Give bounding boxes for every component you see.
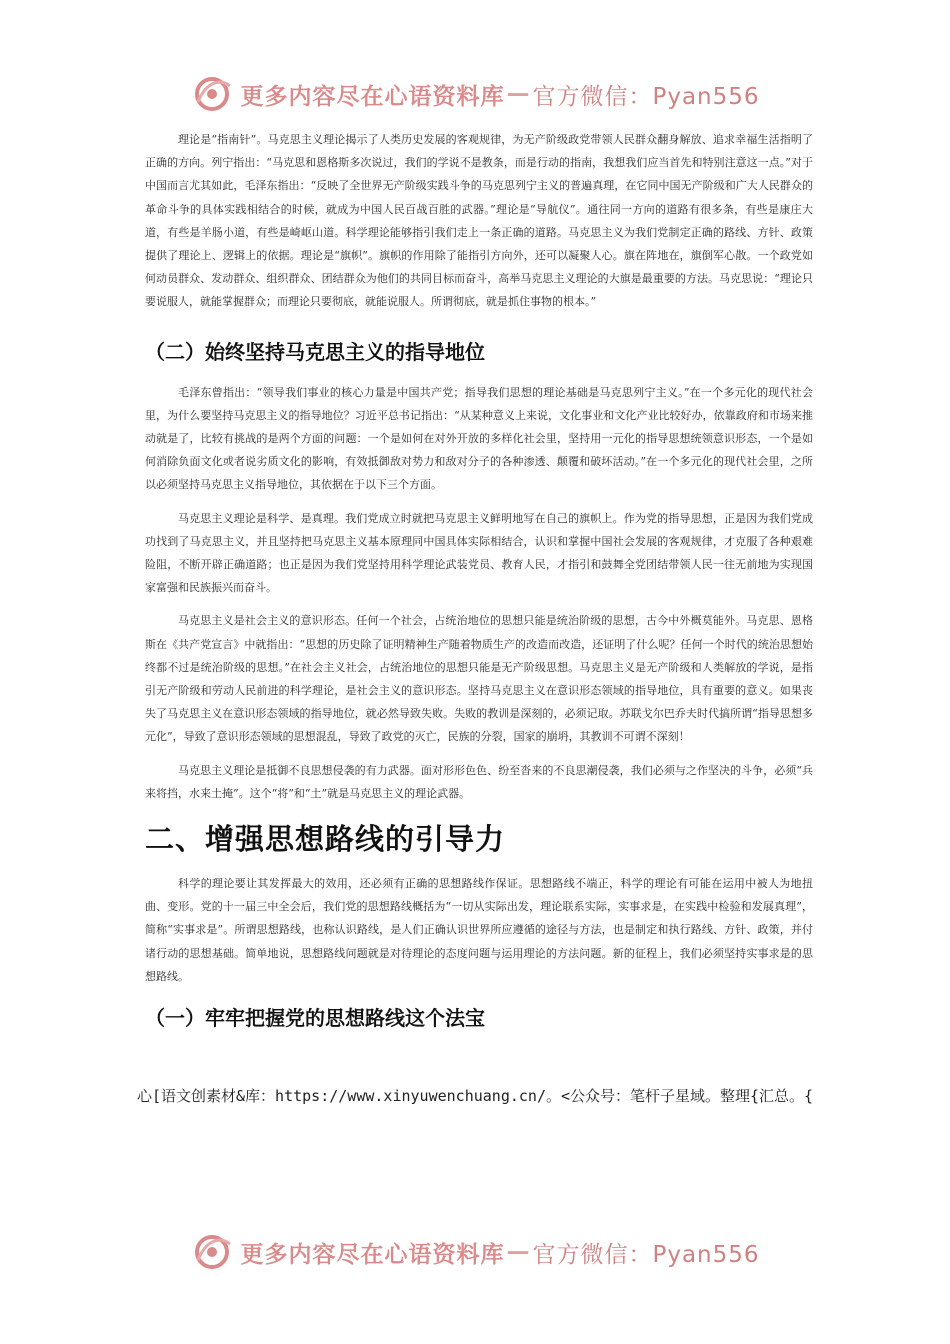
paragraph: 毛泽东曾指出：“领导我们事业的核心力量是中国共产党；指导我们思想的理论基础是马克思列宁主义。”在一个多元化的现代社会里，为什么要坚持马克思主义的指导地位？习近平总书记指出：“从某种意义上来说，文化事业和文化产业比较好办，依靠政府和市场来推动就是了，比较有挑战的是两个方面的问题：一个是如何在对外开放的多样化社会里，坚持用一元化的指导思想统领意识形态，一个是如何消除负面文化或者说劣质文化的影响，有效抵御敌对势力和敌对分子的各种渗透、颠覆和破坏活动。”在一个多元化的现代社会里，之所以必须坚持马克思主义指导地位，其依据在于以下三个方面。 [145,385,813,492]
chapter-heading: 二、增强思想路线的引导力 [145,822,506,857]
watermark-bottom [0,1224,950,1280]
watermark-separator: — [506,81,531,107]
section-heading: （二）始终坚持马克思主义的指导地位 [145,339,485,364]
watermark-separator: — [506,1239,531,1265]
paragraph: 马克思主义理论是抵御不良思想侵袭的有力武器。面对形形色色、纷至沓来的不良思潮侵袭，我们必须与之作坚决的斗争，必须“兵来将挡，水来土掩”。这个“将”和“土”就是马克思主义的理论武器。 [145,763,813,800]
paragraph: 马克思主义是社会主义的意识形态。任何一个社会，占统治地位的思想只能是统治阶级的思想，古今中外概莫能外。马克思、恩格斯在《共产党宣言》中就指出：“思想的历史除了证明精神生产随着物质生产的改造而改造，还证明了什么呢？任何一个时代的统治思想始终都不过是统治阶级的思想。”在社会主义社会，占统治地位的思想只能是无产阶级思想。马克思主义是无产阶级和人类解放的学说，是指引无产阶级和劳动人民前进的科学理论，是社会主义的意识形态。坚持马克思主义在意识形态领域的指导地位，具有重要的意义。如果丧失了马克思主义在意识形态领域的指导地位，就必然导致失败。失败的教训是深刻的，必须记取。苏联戈尔巴乔夫时代搞所谓“指导思想多元化”，导致了意识形态领域的思想混乱，导致了政党的灭亡，民族的分裂，国家的崩坍，其教训不可谓不深刻！ [145,614,813,744]
watermark-top [0,66,950,122]
watermark-text: 更多内容尽在心语资料库 [240,1241,505,1268]
document-body [145,128,813,1033]
section-heading: （一）牢牢把握党的思想路线这个法宝 [145,1006,485,1031]
paragraph: 科学的理论要让其发挥最大的效用，还必须有正确的思想路线作保证。思想路线不端正，科学的理论有可能在运用中被人为地扭曲、变形。党的十一届三中全会后，我们党的思想路线概括为“一切从实际出发，理论联系实际，实事求是，在实践中检验和发展真理”，简称“实事求是”。所谓思想路线，也称认识路线，是人们正确认识世界所应遵循的途径与方法，也是制定和执行路线、方针、政策，并付诸行动的思想基础。简单地说，思想路线问题就是对待理论的态度问题与运用理论的方法问题。新的征程上，我们必须坚持实事求是的思想路线。 [145,877,813,983]
source-note: 心[语文创素材&库：https://www.xinyuwenchuang.cn/。<公众号：笔杆子星域。整理{汇总。{ [137,1087,814,1105]
watermark-wechat: 官方微信：Pyan556 [532,83,760,110]
watermark-wechat: 官方微信：Pyan556 [532,1241,760,1268]
brand-logo-icon [190,1230,234,1274]
brand-logo-icon [190,72,234,116]
paragraph: 理论是“指南针”。马克思主义理论揭示了人类历史发展的客观规律，为无产阶级政党带领人民群众翻身解放、追求幸福生活指明了正确的方向。列宁指出：“马克思和恩格斯多次说过，我们的学说不是教条，而是行动的指南，我想我们应当首先和特别注意这一点。”对于中国而言尤其如此，毛泽东指出：“反映了全世界无产阶级实践斗争的马克思列宁主义的普遍真理，在它同中国无产阶级和广大人民群众的革命斗争的具体实践相结合的时候，就成为中国人民百战百胜的武器。”理论是“导航仪”。通往同一方向的道路有很多条，有些是康庄大道，有些是羊肠小道，有些是崎岖山道。科学理论能够指引我们走上一条正确的道路。马克思主义为我们党制定正确的路线、方针、政策提供了理论上、逻辑上的依据。理论是“旗帜”。旗帜的作用除了能指引方向外，还可以凝聚人心。旗在阵地在，旗倒军心散。一个政党如何动员群众、发动群众、组织群众、团结群众为他们的共同目标而奋斗，高举马克思主义理论的大旗是最重要的方法。马克思说：“理论只要说服人，就能掌握群众；而理论只要彻底，就能说服人。所谓彻底，就是抓住事物的根本。” [145,133,813,309]
paragraph: 马克思主义理论是科学、是真理。我们党成立时就把马克思主义鲜明地写在自己的旗帜上。作为党的指导思想，正是因为我们党成功找到了马克思主义，并且坚持把马克思主义基本原理同中国具体实际相结合，认识和掌握中国社会发展的客观规律，才克服了各种艰难险阻，不断开辟正确道路；也正是因为我们党坚持用科学理论武装党员、教育人民，才指引和鼓舞全党团结带领人民一往无前地为实现国家富强和民族振兴而奋斗。 [145,511,813,595]
watermark-text: 更多内容尽在心语资料库 [240,83,505,110]
